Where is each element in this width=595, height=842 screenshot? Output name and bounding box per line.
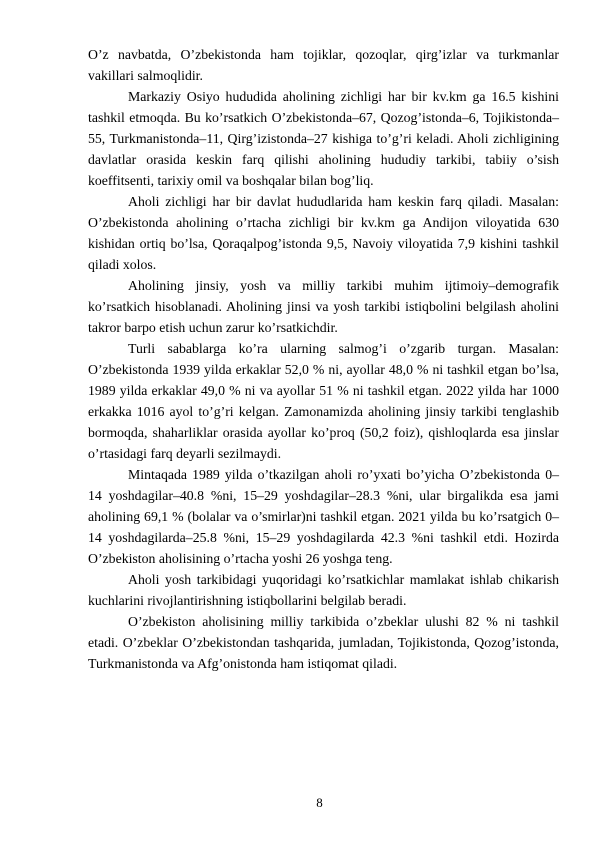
paragraph-gender-ratio: Turli sabablarga ko’ra ularning salmog’i o’zgarib turgan. Masalan: O’zbekistonda 1939 yilda erkaklar 52,0 % ni, ayollar 48,0 % ni tashkil etgan bo’lsa, 1989 yilda erkaklar 49,0 % ni va ayollar 51 % ni tashkil etgan. 2022 yilda har 1000 erkakka 1016 ayol to’g’ri kelgan. Zamonamizda aholining jinsiy tarkibi tenglashib bormoqda, shaharliklar orasida ayollar ko’proq (50,2 foiz), qishloqlarda esa jinslar o’rtasidagi farq deyarli sezilmaydi. bbox=[88, 341, 559, 461]
paragraph-regional-density: Aholi zichligi har bir davlat hududlarida ham keskin farq qiladi. Masalan: O’zbekistonda aholining o’rtacha zichligi bir kv.km ga Andijon viloyatida 630 kishidan ortiq bo’lsa, Qoraqalpog’istonda 9,5, Navoiy viloyatida 7,9 kishini tashkil qiladi xolos. bbox=[88, 194, 559, 272]
paragraph-demographic-composition: Aholining jinsiy, yosh va milliy tarkibi muhim ijtimoiy–demografik ko’rsatkich hisoblanadi. Aholining jinsi va yosh tarkibi istiqbolini belgilash aholini takror barpo etish uchun zarur ko’rsatkichdir. bbox=[88, 278, 559, 335]
body-text bbox=[88, 44, 559, 674]
paragraph-age-structure: Mintaqada 1989 yilda o’tkazilgan aholi ro’yxati bo’yicha O’zbekistonda 0–14 yoshdagilar–40.8 %ni, 15–29 yoshdagilar–28.3 %ni, ular birgalikda esa jami aholining 69,1 % (bolalar va o’smirlar)ni tashkil etgan. 2021 yilda bu ko’rsatgich 0–14 yoshdagilarda–25.8 %ni, 15–29 yoshdagilarda 42.3 %ni tashkil etdi. Hozirda O’zbekiston aholisining o’rtacha yoshi 26 yoshga teng. bbox=[88, 467, 559, 566]
paragraph-population-density: Markaziy Osiyo hududida aholining zichligi har bir kv.km ga 16.5 kishini tashkil etmoqda. Bu ko’rsatkich O’zbekistonda–67, Qozog’istonda–6, Tojikistonda–55, Turkmanistonda–11, Qirg’izistonda–27 kishiga to’g’ri keladi. Aholi zichligining davlatlar orasida keskin farq qilishi aholining hududiy tarkibi, tabiiy o’sish koeffitsenti, tarixiy omil va boshqalar bilan bog’liq. bbox=[88, 89, 559, 188]
paragraph-age-indicators: Aholi yosh tarkibidagi yuqoridagi ko’rsatkichlar mamlakat ishlab chikarish kuchlarini rivojlantirishning istiqbollarini belgilab beradi. bbox=[88, 572, 559, 608]
paragraph-continuation: O’z navbatda, O’zbekistonda ham tojiklar, qozoqlar, qirg’izlar va turkmanlar vakillari salmoqlidir. bbox=[88, 47, 559, 83]
page-number: 8 bbox=[316, 795, 323, 810]
paragraph-national-composition: O’zbekiston aholisining milliy tarkibida o’zbeklar ulushi 82 % ni tashkil etadi. O’zbeklar O’zbekistondan tashqarida, jumladan, Tojikistonda, Qozog’istonda, Turkmanistonda va Afg’onistonda ham istiqomat qiladi. bbox=[88, 614, 559, 671]
